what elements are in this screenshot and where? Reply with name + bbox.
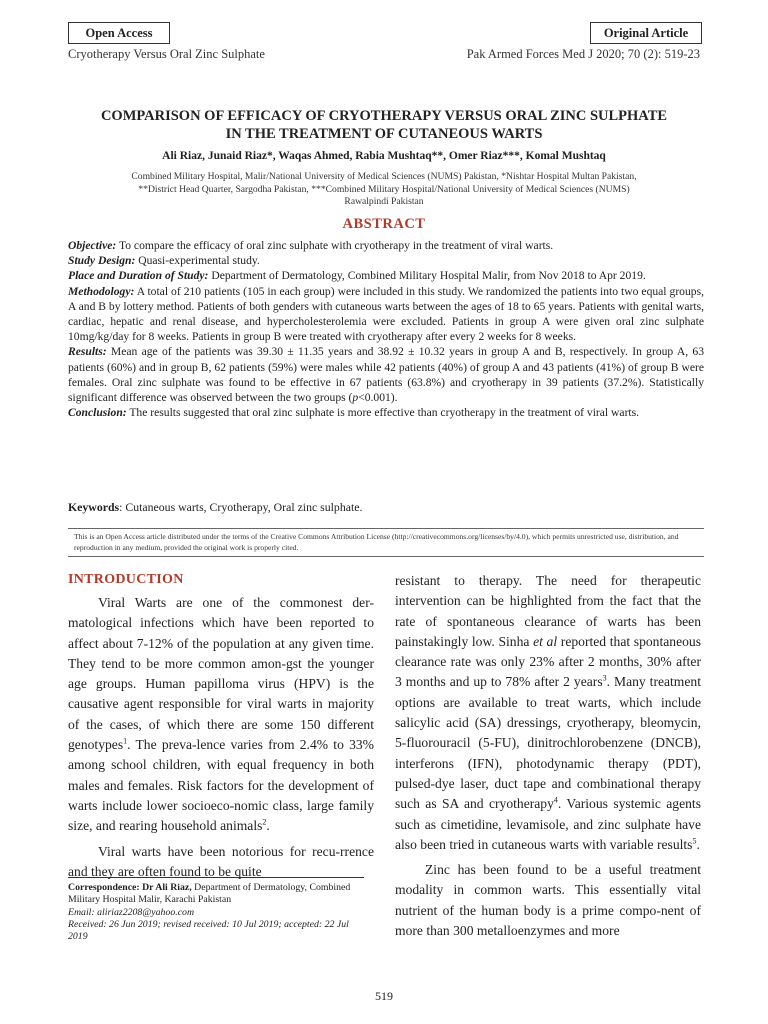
correspondence-address	[68, 882, 364, 907]
abstract-heading: ABSTRACT	[342, 216, 426, 232]
correspondence-label: Correspondence: Dr Ali Riaz,	[68, 882, 192, 893]
introduction-heading: INTRODUCTION	[68, 572, 184, 587]
correspondence-text: Department of Dermatology, Combined Military Hospital Malir, Karachi Pakistan	[68, 882, 351, 906]
design-text: Quasi-experimental study.	[135, 254, 260, 268]
article-title-line2: IN THE TREATMENT OF CUTANEOUS WARTS	[225, 126, 543, 142]
correspondence-dates: Received: 26 Jun 2019; revised received: 10 Jul 2019; accepted: 22 Jul 2019	[68, 918, 349, 943]
keywords-text: : Cutaneous warts, Cryotherapy, Oral zinc sulphate.	[119, 500, 363, 514]
methodology-text: A total of 210 patients (105 in each group) were included in this study. We randomized the patients into two equal groups, A and B by lottery method. Patients of both genders with cutaneous warts between the ages of 18 to 65 years. Patients with genital warts, cardiac, hepatic and renal disease, and hypercholesterolemia were excluded. Patients in group A were given oral zinc sulphate 10mg/kg/day for 8 weeks. Patients in group B were treated with cryotherapy after every 2 weeks for 8 weeks.	[68, 284, 704, 344]
place-label: Place and Duration of Study:	[68, 269, 209, 283]
original-article-badge: Original Article	[590, 22, 702, 44]
results-label: Results:	[68, 345, 107, 359]
intro-text: .	[696, 836, 700, 852]
place-text: Department of Dermatology, Combined Military Hospital Malir, from Nov 2018 to Apr 2019.	[208, 269, 646, 283]
intro-paragraph: Zinc has been found to be a useful treatment modality in common warts. This essentially vital nutrient of the human body is a prime compo-nent of more than 300 metalloenzymes and more	[395, 862, 701, 939]
affiliation-line: **District Head Quarter, Sargodha Pakistan, ***Combined Military Hospital/National University of Medical Sciences (NUMS)	[138, 183, 630, 195]
intro-text: . Many treatment options are available to treat warts, which include salicylic acid (SA) dressings, cryotherapy, bleomycin, 5-fluorouracil (5-FU), dinitrochlorobenzene (DNCB), interferons (IFN), photodynamic therapy (PDT), pulsed-dye laser, duct tape and combinational therapy such as SA and cryotherapy	[395, 674, 701, 812]
abstract-body	[68, 238, 704, 420]
right-column	[395, 571, 701, 941]
intro-text: resistant to therapy. The need for therapeutic intervention can be highlighted from the fact that the rate of spontaneous clearance of warts has been painstakingly low. Sinha	[395, 573, 701, 649]
affiliation-line: Combined Military Hospital, Malir/National University of Medical Sciences (NUMS) Pakistan, *Nishtar Hospital Multan Pakistan,	[131, 171, 637, 182]
left-column	[68, 593, 374, 882]
abstract-conclusion	[68, 405, 704, 420]
running-title: Cryotherapy Versus Oral Zinc Sulphate	[68, 47, 265, 61]
page-number: 519	[375, 989, 393, 1003]
citation-ref: 2	[262, 817, 267, 827]
intro-text: Viral Warts are one of the commonest der-matological infections which have been reported to affect about 7-12% of the population at any given time. They tend to be more common amon-gst the younger age groups. Human papilloma virus (HPV) is the causative agent responsible for viral warts in majority of the cases, of which there are some 150 different genotypes	[68, 595, 374, 753]
citation-ref: 4	[553, 795, 558, 805]
abstract-methodology	[68, 284, 704, 345]
p-value-symbol: p	[352, 391, 359, 405]
abstract-design	[68, 253, 704, 268]
intro-paragraph: Viral warts have been notorious for recu-rrence and they are often found to be quite	[68, 843, 374, 879]
objective-label: Objective:	[68, 239, 117, 252]
design-label: Study Design:	[68, 254, 136, 268]
citation-ref: 5	[692, 836, 697, 846]
et-al: et al	[533, 633, 558, 649]
results-text: Mean age of the patients was 39.30 ± 11.35 years and 38.92 ± 10.32 years in group A and B, respectively. In group A, 63 patients (60%) and in group B, 62 patients (59%) were males while 42 patients (40%) of group A and 43 patients (41%) of group B were females. Oral zinc sulphate was found to be effective in 67 patients (63.8%) and cryotherapy in 39 patients (37.2%). Statistically significant difference was observed between the two groups (	[68, 345, 704, 405]
affiliations	[60, 171, 708, 209]
intro-text: reported that spontaneous clearance rate was only 23% after 2 months, 30% after 3 months and up to 78% after 2 years	[395, 633, 701, 690]
intro-paragraph	[68, 593, 374, 837]
abstract-results	[68, 344, 704, 405]
citation-ref: 1	[123, 736, 128, 746]
author-list: Ali Riaz, Junaid Riaz*, Waqas Ahmed, Rabia Mushtaq**, Omer Riaz***, Komal Mushtaq	[162, 150, 606, 162]
article-title-line1: COMPARISON OF EFFICACY OF CRYOTHERAPY VERSUS ORAL ZINC SULPHATE	[100, 108, 668, 124]
correspondence-email: Email: aliriaz2208@yahoo.com	[68, 906, 195, 918]
methodology-label: Methodology:	[68, 284, 135, 298]
abstract-objective	[68, 238, 704, 253]
citation-ref: 3	[602, 673, 607, 683]
journal-citation: Pak Armed Forces Med J 2020; 70 (2): 519-23	[466, 47, 700, 61]
objective-text: To compare the efficacy of oral zinc sulphate with cryotherapy in the treatment of viral warts.	[116, 239, 554, 252]
intro-text: .	[266, 818, 270, 834]
correspondence-box	[68, 877, 364, 943]
conclusion-text: The results suggested that oral zinc sulphate is more effective than cryotherapy in the treatment of viral warts.	[126, 406, 640, 420]
keywords	[68, 500, 704, 515]
open-access-badge: Open Access	[68, 22, 170, 44]
keywords-label: Keywords	[68, 500, 120, 514]
license-notice: This is an Open Access article distributed under the terms of the Creative Commons Attribution License (http://creativecommons.org/licenses/by/4.0), which permits unrestricted use, distribution, and reproduction in any medium, provided the original work is properly cited.	[68, 528, 704, 557]
intro-text: . Various systemic agents such as cimetidine, levamisole, and zinc sulphate have also been tried in cutaneous warts with variable results	[395, 796, 701, 852]
conclusion-label: Conclusion:	[68, 406, 127, 420]
results-text-end: <0.001).	[358, 391, 398, 405]
intro-paragraph	[395, 571, 701, 855]
abstract-place	[68, 268, 704, 283]
affiliation-line: Rawalpindi Pakistan	[344, 196, 424, 207]
intro-text: . The preva-lence varies from 2.4% to 33% among school children, with equal frequency in both males and females. Risk factors for the development of warts include lower socioeco-nomic class, large family size, and rearing household animals	[68, 737, 374, 834]
